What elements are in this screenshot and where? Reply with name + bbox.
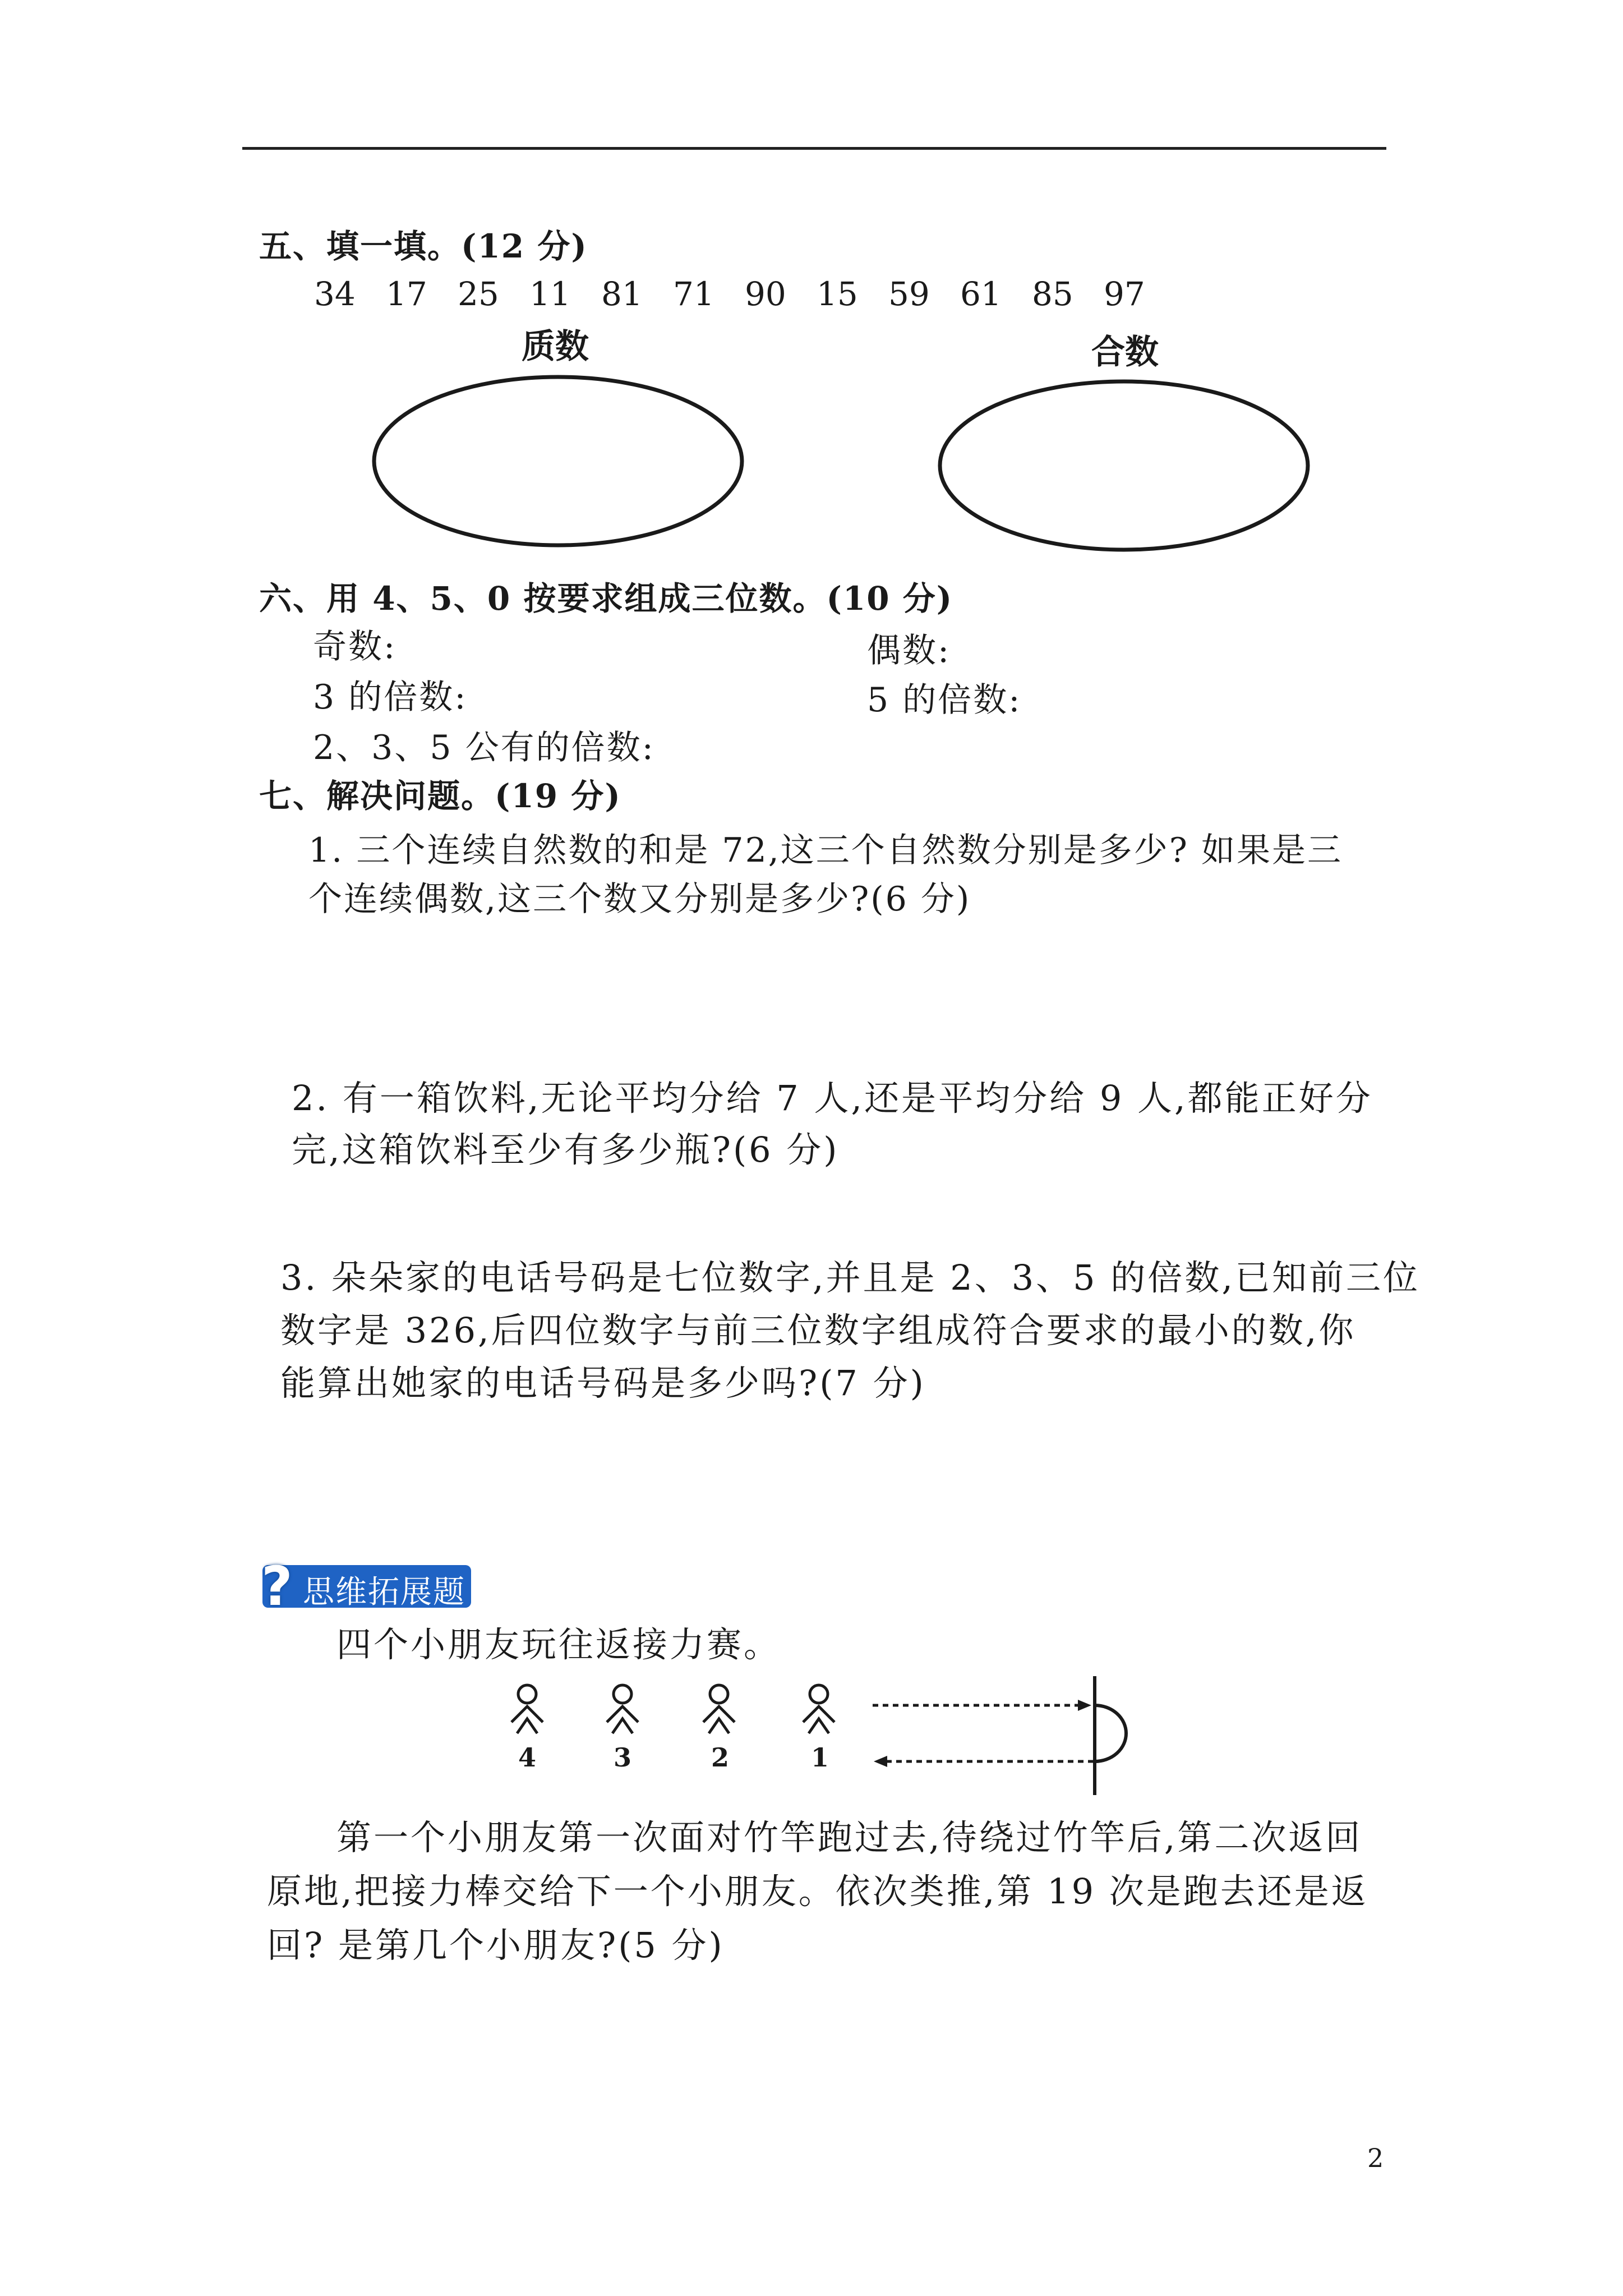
runner-label: 3: [614, 1742, 632, 1773]
section7-heading: 七、解决问题。(19 分): [259, 777, 621, 815]
extension-intro: 四个小朋友玩往返接力赛。: [336, 1624, 781, 1665]
q3-line: 能算出她家的电话号码是多少吗?(7 分): [280, 1363, 926, 1404]
runner-icon: [803, 1685, 834, 1733]
runner-label: 1: [811, 1742, 829, 1773]
q1-line: 1. 三个连续自然数的和是 72,这三个自然数分别是多少? 如果是三: [308, 831, 1343, 870]
runner-label: 4: [518, 1742, 537, 1773]
runner-icon: [703, 1685, 735, 1733]
number-item: 11: [529, 275, 571, 313]
number-item: 15: [817, 275, 858, 313]
number-item: 59: [888, 275, 930, 313]
number-item: 61: [960, 275, 1002, 313]
mult3-label: 3 的倍数:: [313, 678, 468, 717]
number-item: 90: [745, 275, 786, 313]
runner-icon: [607, 1685, 638, 1733]
q2-line: 完,这箱饮料至少有多少瓶?(6 分): [292, 1129, 840, 1170]
q2-line: 2. 有一箱饮料,无论平均分给 7 人,还是平均分给 9 人,都能正好分: [292, 1078, 1373, 1119]
arrowhead-left: [874, 1756, 887, 1767]
q3-line: 3. 朵朵家的电话号码是七位数字,并且是 2、3、5 的倍数,已知前三位: [280, 1257, 1421, 1298]
extension-paragraph-line: 回? 是第几个小朋友?(5 分): [267, 1925, 725, 1966]
number-item: 34: [314, 275, 356, 313]
number-item: 17: [386, 275, 427, 313]
common-multiple-label: 2、3、5 公有的倍数:: [313, 728, 655, 767]
extension-paragraph-line: 原地,把接力棒交给下一个小朋友。依次类推,第 19 次是跑去还是返: [267, 1871, 1368, 1912]
mult5-label: 5 的倍数:: [867, 680, 1022, 720]
composite-label: 合数: [1091, 333, 1159, 372]
number-item: 25: [458, 275, 499, 313]
question-mark-icon: ?: [261, 1555, 293, 1618]
section5-heading: 五、填一填。(12 分): [259, 227, 588, 265]
number-item: 81: [601, 275, 643, 313]
prime-label: 质数: [522, 327, 589, 366]
number-item: 71: [673, 275, 714, 313]
q3-line: 数字是 326,后四位数字与前三位数字组成符合要求的最小的数,你: [280, 1310, 1356, 1351]
arrowhead-right: [1078, 1700, 1091, 1711]
q1-line: 个连续偶数,这三个数又分别是多少?(6 分): [308, 880, 971, 919]
page-number: 2: [1367, 2143, 1384, 2173]
extension-badge-label: 思维拓展题: [303, 1574, 465, 1611]
number-item: 97: [1104, 275, 1145, 313]
runner-icon: [511, 1685, 543, 1733]
number-item: 85: [1032, 275, 1073, 313]
section6-heading: 六、用 4、5、0 按要求组成三位数。(10 分): [259, 579, 953, 618]
runner-label: 2: [711, 1742, 730, 1773]
odd-label: 奇数:: [313, 627, 397, 666]
turnaround-curve: [1095, 1705, 1126, 1761]
even-label: 偶数:: [867, 631, 951, 670]
extension-paragraph-line: 第一个小朋友第一次面对竹竿跑过去,待绕过竹竿后,第二次返回: [336, 1817, 1363, 1858]
